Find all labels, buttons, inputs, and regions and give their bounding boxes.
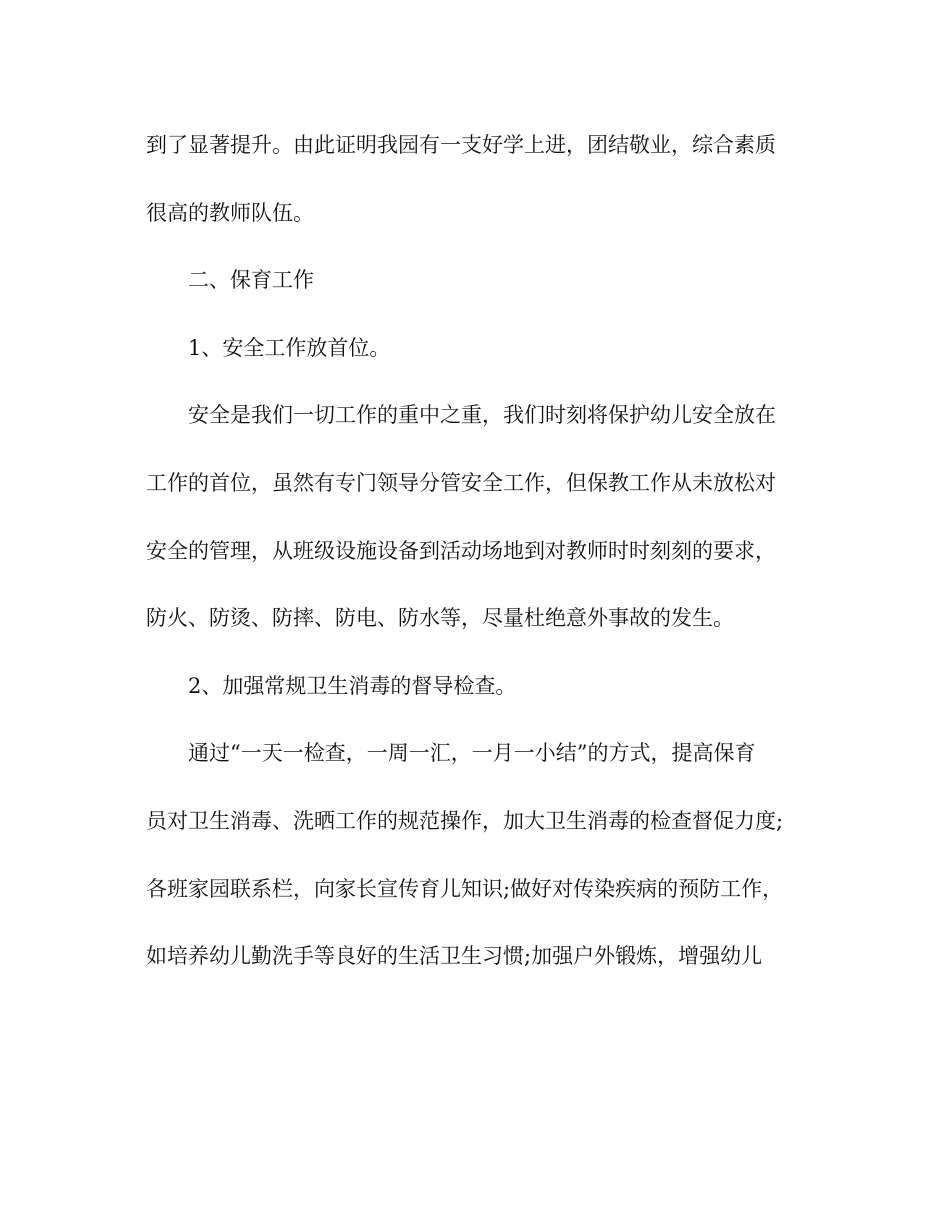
paragraph-line: 通过“一天一检查，一周一汇，一月一小结”的方式，提高保育	[188, 741, 756, 766]
paragraph-line: 工作的首位，虽然有专门领导分管安全工作，但保教工作从未放松对	[146, 470, 776, 495]
section-heading: 二、保育工作	[188, 268, 314, 293]
subsection-heading: 2、加强常规卫生消毒的督导检查。	[188, 673, 517, 698]
paragraph-line: 到了显著提升。由此证明我园有一支好学上进，团结敬业，综合素质	[146, 133, 776, 157]
paragraph-line: 各班家园联系栏，向家长宣传育儿知识;做好对传染疾病的预防工作，	[146, 876, 784, 901]
paragraph-line: 防火、防烫、防摔、防电、防水等，尽量杜绝意外事故的发生。	[146, 606, 734, 631]
paragraph-line: 员对卫生消毒、洗晒工作的规范操作，加大卫生消毒的检查督促力度;	[146, 808, 784, 833]
paragraph-line: 安全的管理，从班级设施设备到活动场地到对教师时时刻刻的要求，	[146, 538, 776, 563]
subsection-heading: 1、安全工作放首位。	[188, 335, 391, 360]
document-body	[146, 120, 806, 999]
paragraph-line: 如培养幼儿勤洗手等良好的生活卫生习惯;加强户外锻炼，增强幼儿	[146, 944, 763, 969]
paragraph-line: 安全是我们一切工作的重中之重，我们时刻将保护幼儿安全放在	[188, 403, 776, 428]
paragraph-line: 很高的教师队伍。	[146, 200, 314, 225]
